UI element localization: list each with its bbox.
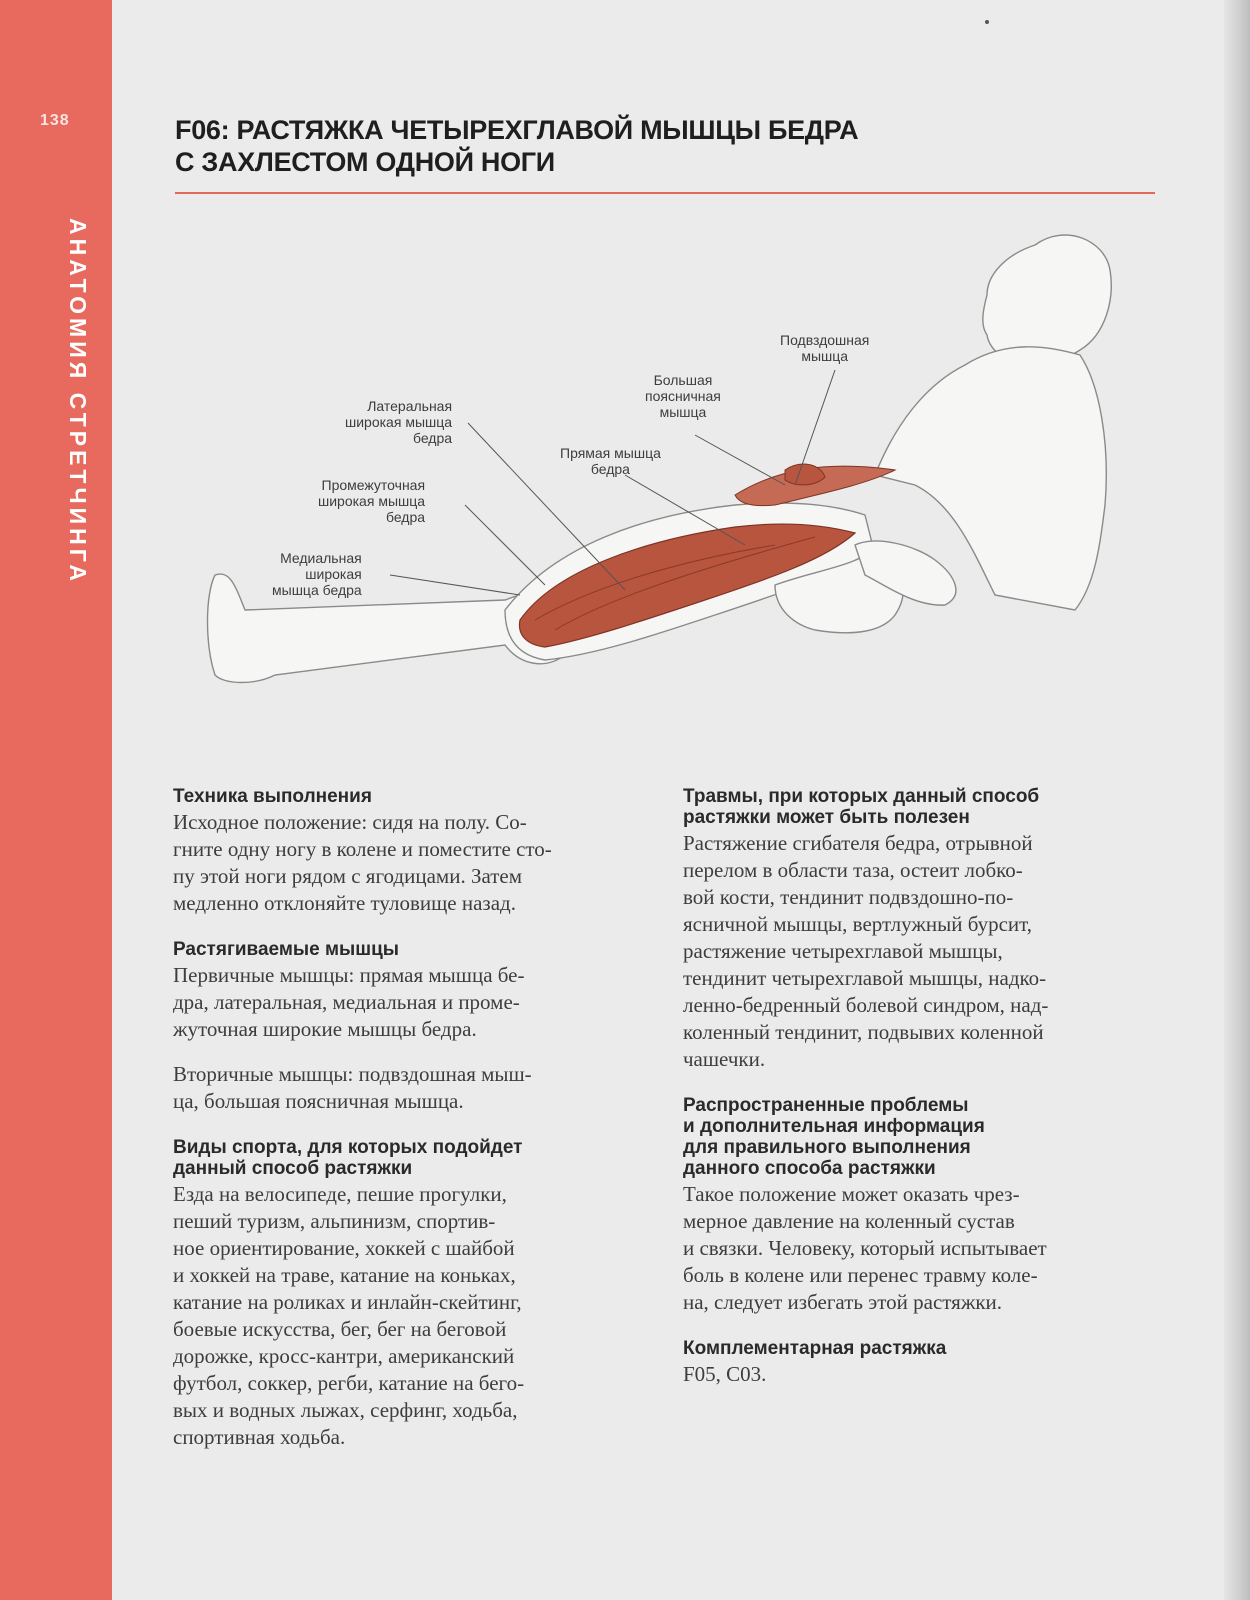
label-psoas-major: Большая поясничная мышца (645, 372, 721, 420)
page-edge-shadow (1224, 0, 1250, 1600)
page-number: 138 (40, 112, 70, 129)
label-rectus-femoris: Прямая мышца бедра (560, 445, 661, 477)
label-iliacus: Подвздошная мышца (780, 332, 870, 364)
print-speck (985, 20, 989, 24)
technique-heading: Техника выполнения (173, 786, 372, 807)
complementary-text: F05, C03. (683, 1362, 767, 1386)
right-column (683, 786, 1143, 1388)
sports-text: Езда на велосипеде, пешие прогулки, пеший туризм, альпинизм, спортив- ное ориентирование, хоккей с шайбой и хоккей на траве, катание на коньках, катание на роликах и инлайн-скейтинг, боевые искусства, бег, бег на беговой дорожке, кросс-кантри, американский футбол, соккер, регби, катание на бего- вых и водных лыжах, серфинг, ходьба, спортивная ходьба. (173, 1182, 525, 1449)
technique-text: Исходное положение: сидя на полу. Со- гните одну ногу в колене и поместите сто- пу этой ноги рядом с ягодицами. Затем медленно отклоняйте туловище назад. (173, 810, 552, 915)
left-column (173, 786, 633, 1451)
page-title (175, 114, 1075, 178)
label-vastus-intermedius: Промежуточная широкая мышца бедра (318, 477, 426, 525)
section-sidebar (0, 0, 112, 1600)
label-vastus-lateralis: Латеральная широкая мышца бедра (345, 398, 453, 446)
page-title-line-1: F06: РАСТЯЖКА ЧЕТЫРЕХГЛАВОЙ МЫШЦЫ БЕДРА (175, 115, 859, 145)
problems-text: Такое положение может оказать чрез- мерное давление на коленный сустав и связки. Человеку, который испытывает боль в колене или перенес травму коле- на, следует избегать этой растяжки. (683, 1182, 1047, 1314)
anatomy-illustration (175, 215, 1155, 755)
muscles-heading: Растягиваемые мышцы (173, 939, 400, 960)
injuries-heading: Травмы, при которых данный способ растяжки может быть полезен (683, 786, 1040, 828)
title-rule (175, 192, 1155, 194)
page-title-line-2: С ЗАХЛЕСТОМ ОДНОЙ НОГИ (175, 147, 555, 177)
secondary-muscles-text: Вторичные мышцы: подвздошная мыш- ца, большая поясничная мышца. (173, 1062, 532, 1113)
label-vastus-medialis: Медиальная широкая мышца бедра (272, 550, 362, 598)
problems-heading: Распространенные проблемы и дополнительная информация для правильного выполнения данного способа растяжки (683, 1095, 985, 1179)
section-title-vertical: АНАТОМИЯ СТРЕТЧИНГА (65, 218, 91, 585)
primary-muscles-text: Первичные мышцы: прямая мышца бе- дра, латеральная, медиальная и проме- жуточная широкие мышцы бедра. (173, 963, 525, 1041)
injuries-text: Растяжение сгибателя бедра, отрывной перелом в области таза, остеит лобко- вой кости, тендинит подвздошно-по- ясничной мышцы, вертлужный бурсит, растяжение четырехглавой мышцы, тендинит четырехглавой мышцы, надко- ленно-бедренный болевой синдром, над- коленный тендинит, подвывих коленной чашечки. (683, 831, 1049, 1071)
sports-heading: Виды спорта, для которых подойдет данный способ растяжки (173, 1137, 523, 1179)
complementary-heading: Комплементарная растяжка (683, 1338, 947, 1359)
